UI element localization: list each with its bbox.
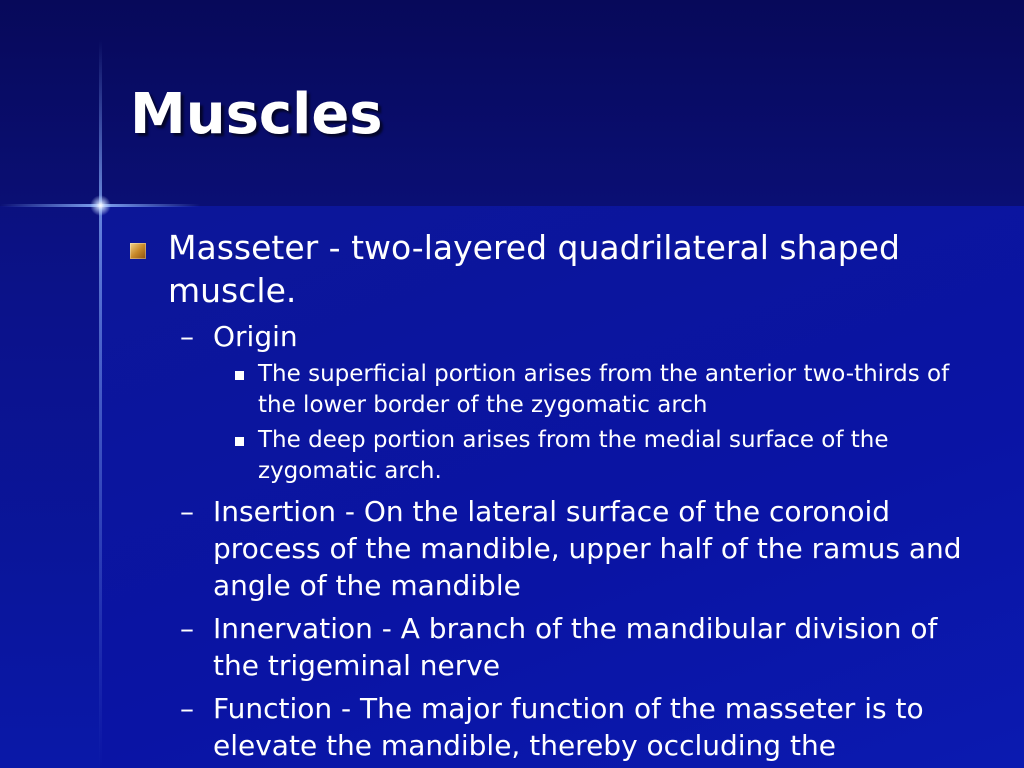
small-square-bullet-icon bbox=[235, 371, 244, 380]
dash-icon: – bbox=[180, 320, 194, 353]
masseter-text: Masseter - two-layered quadrilateral shaped muscle. bbox=[168, 228, 900, 310]
slide-title: Muscles bbox=[130, 82, 383, 147]
dash-icon: – bbox=[180, 495, 194, 528]
sub-bullet-insertion bbox=[128, 493, 968, 604]
sub-bullet-origin bbox=[128, 318, 968, 355]
origin-label: Origin bbox=[213, 320, 298, 353]
sub-bullet-function bbox=[128, 690, 968, 764]
origin-point-text: The superficial portion arises from the anterior two-thirds of the lower border of the zygomatic arch bbox=[258, 361, 950, 418]
origin-point-deep bbox=[128, 425, 968, 487]
small-square-bullet-icon bbox=[235, 437, 244, 446]
origin-point-text: The deep portion arises from the medial surface of the zygomatic arch. bbox=[258, 427, 889, 484]
function-text: Function - The major function of the masseter is to elevate the mandible, thereby occluding the bbox=[213, 692, 924, 762]
bullet-masseter bbox=[128, 226, 968, 312]
light-flare-star bbox=[90, 195, 111, 216]
slide-content bbox=[128, 226, 968, 764]
dash-icon: – bbox=[180, 612, 194, 645]
origin-point-superficial bbox=[128, 359, 968, 421]
bullet-square-icon bbox=[130, 243, 146, 259]
innervation-text: Innervation - A branch of the mandibular division of the trigeminal nerve bbox=[213, 612, 938, 682]
insertion-text: Insertion - On the lateral surface of the coronoid process of the mandible, upper half of the ramus and angle of the mandible bbox=[213, 495, 962, 602]
sub-bullet-innervation bbox=[128, 610, 968, 684]
light-flare-vertical bbox=[99, 40, 102, 768]
dash-icon: – bbox=[180, 692, 194, 725]
